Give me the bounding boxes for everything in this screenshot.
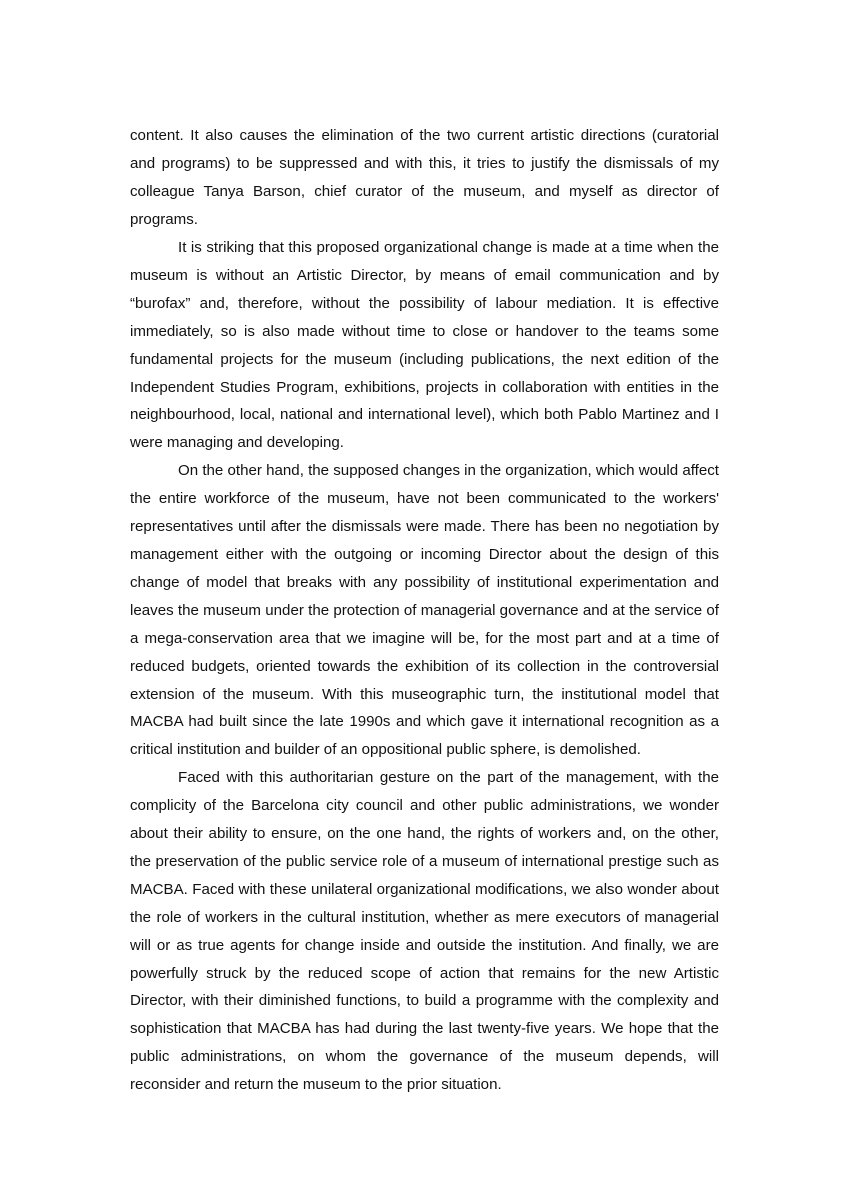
paragraph-organizational-change: It is striking that this proposed organizational change is made at a time when the museum is without an Artistic Director, by means of email communication and by “burofax” and, therefore, without the possibility of labour mediation. It is effective immediately, so is also made without time to close or handover to the teams some fundamental projects for the museum (including publications, the next edition of the Independent Studies Program, exhibitions, projects in collaboration with entities in the neighbourhood, local, national and international level), which both Pablo Martinez and I were managing and developing. (130, 239, 719, 452)
paragraph-continuation: content. It also causes the elimination of the two current artistic directions (curatorial and programs) to be suppressed and with this, it tries to justify the dismissals of my colleague Tanya Barson, chief curator of the museum, and myself as director of programs. (130, 127, 719, 228)
text-block-main (130, 234, 719, 1099)
text-block-top (130, 122, 719, 234)
paragraph-authoritarian-gesture: Faced with this authoritarian gesture on the part of the management, with the complicity of the Barcelona city council and other public administrations, we wonder about their ability to ensure, on the one hand, the rights of workers and, on the other, the preservation of the public service role of a museum of international prestige such as MACBA. Faced with these unilateral organizational modifications, we also wonder about the role of workers in the cultural institution, whether as mere executors of managerial will or as true agents for change inside and outside the institution. And finally, we are powerfully struck by the reduced scope of action that remains for the new Artistic Director, with their diminished functions, to build a programme with the complexity and sophistication that MACBA has had during the last twenty-five years. We hope that the public administrations, on whom the governance of the museum depends, will reconsider and return the museum to the prior situation. (130, 769, 719, 1094)
paragraph-workforce-changes: On the other hand, the supposed changes in the organization, which would affect the entire workforce of the museum, have not been communicated to the workers' representatives until after the dismissals were made. There has been no negotiation by management either with the outgoing or incoming Director about the design of this change of model that breaks with any possibility of institutional experimentation and leaves the museum under the protection of managerial governance and at the service of a mega-conservation area that we imagine will be, for the most part and at a time of reduced budgets, oriented towards the exhibition of its collection in the controversial extension of the museum. With this museographic turn, the institutional model that MACBA had built since the late 1990s and which gave it international recognition as a critical institution and builder of an oppositional public sphere, is demolished. (130, 462, 719, 759)
